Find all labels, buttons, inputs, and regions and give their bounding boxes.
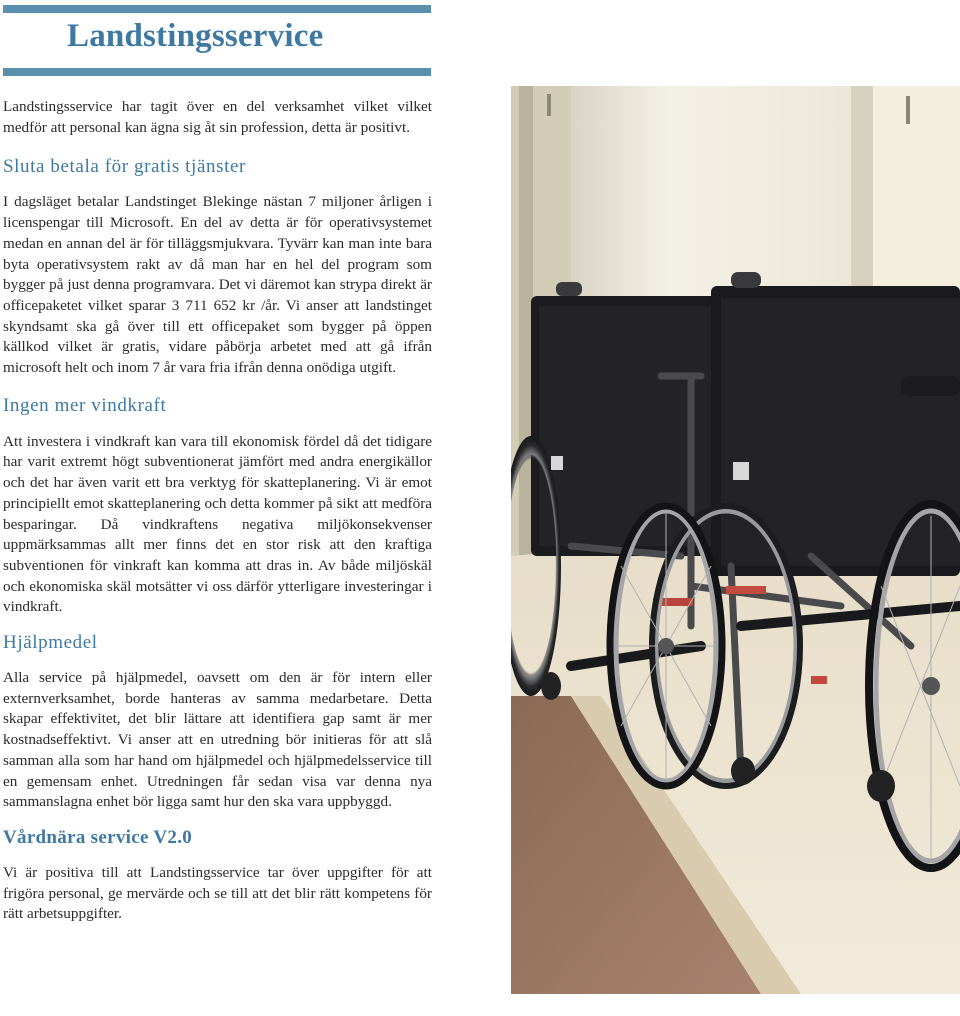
section-heading-vardnara-service: Vårdnära service V2.0 bbox=[3, 826, 193, 848]
section-body-vardnara-service: Vi är positiva till att Landstingsservice tar över uppgifter för att frigöra personal, ge mervärde och se till att det blir rätt kompetens för rätt arbetsuppgifter. bbox=[3, 863, 432, 923]
section-heading-hjalpmedel: Hjälpmedel bbox=[3, 632, 98, 654]
section-body-ingen-mer-vindkraft: Att investera i vindkraft kan vara till ekonomisk fördel då det tidigare har varit extremt högt subventionerat jämfört med andra energikällor och det har även varit ett bra verktyg för skatteplanering. Vi är emot principiellt emot skatteplanering och detta kommer på sikt att medföra besparingar. Då vindkraftens negativa miljökonsekvenser uppmärksammas allt mer finns det en stor risk att den kraftiga subventionen för vinkraft kan komma att dras in. Av både miljöskäl och ekonomiska skäl motsätter vi oss därför ytterligare investeringar i vindkraft. bbox=[3, 432, 432, 616]
intro-paragraph: Landstingsservice har tagit över en del verksamhet vilket vilket medför att personal kan ägna sig åt sin profession, detta är positivt. bbox=[3, 98, 432, 136]
section-heading-ingen-mer-vindkraft: Ingen mer vindkraft bbox=[3, 394, 167, 416]
title-underline-rule bbox=[3, 68, 431, 76]
section-body-sluta-betala: I dagsläget betalar Landstinget Blekinge nästan 7 miljoner årligen i licenspengar till Microsoft. En del av detta är för operativsystemet medan en annan del är för tilläggsmjukvara. Tyvärr kan man inte bara byta operativsystem rakt av då man har en hel del program som bygger på just denna programvara. Det vi däremot kan strypa direkt är officepaketet vilket sparar 3 711 652 kr /år. Vi anser att landstinget skyndsamt ska gå över till ett officepaket som bygger på öppen källkod vilket är gratis, vidare påbörja arbetet med att gå ifrån microsoft helt och inom 7 år vara fria ifrån denna onödiga utgift. bbox=[3, 193, 432, 377]
top-rule bbox=[3, 5, 431, 13]
text-column bbox=[3, 97, 432, 925]
wheelchair-photo bbox=[511, 86, 960, 994]
section-heading-sluta-betala: Sluta betala för gratis tjänster bbox=[3, 156, 246, 178]
page-title: Landstingsservice bbox=[67, 18, 324, 54]
section-body-hjalpmedel: Alla service på hjälpmedel, oavsett om den är för intern eller externverksamhet, borde hanteras av samma medarbetare. Detta skapar effektivitet, det blir lättare att identifiera gap samt är mer kostnadseffektivt. Vi anser att en utredning bör initieras för att slå samman alla som har hand om hjälpmedel och hjälpmedelsservice till en gemensam enhet. Utredningen får sedan visa var denna nya sammanslagna enhet bör ligga samt hur den ska vara uppbyggd. bbox=[3, 669, 432, 811]
